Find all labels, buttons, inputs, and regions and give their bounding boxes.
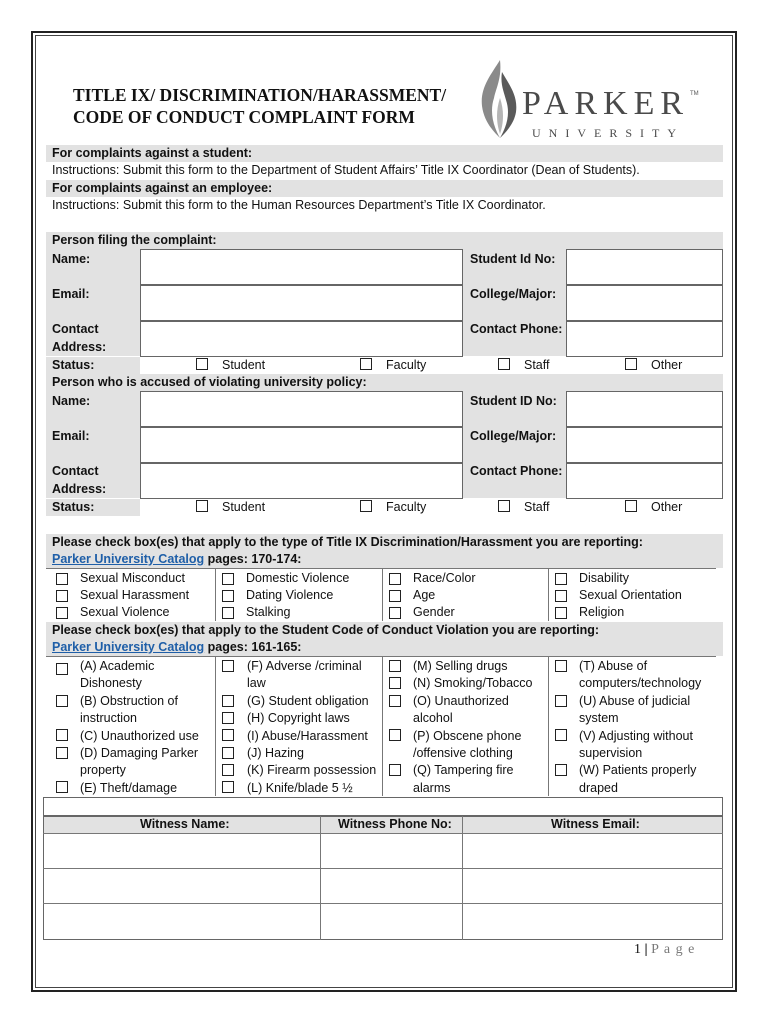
accused-student-id-input[interactable]: [566, 391, 723, 427]
filer-other-checkbox[interactable]: [625, 358, 637, 370]
filer-phone-label: Contact Phone:: [470, 322, 563, 336]
conduct-j-checkbox[interactable]: [222, 747, 234, 759]
conduct-e-checkbox[interactable]: [56, 781, 68, 793]
filer-status-label: Status:: [52, 358, 95, 372]
title-ix-checkbox-1-2[interactable]: [222, 607, 234, 619]
conduct-w-checkbox[interactable]: [555, 764, 567, 776]
accused-student-checkbox[interactable]: [196, 500, 208, 512]
witness-3-phone-cell[interactable]: [321, 904, 461, 939]
conduct-col-divider-2: [382, 656, 383, 796]
title-ix-catalog-link[interactable]: Parker University Catalog: [52, 552, 205, 566]
conduct-m-checkbox[interactable]: [389, 660, 401, 672]
conduct-n-checkbox[interactable]: [389, 677, 401, 689]
title-ix-checkbox-2-0[interactable]: [389, 573, 401, 585]
witness-phone-header: Witness Phone No:: [338, 817, 452, 831]
conduct-c-checkbox[interactable]: [56, 729, 68, 741]
conduct-h-checkbox[interactable]: [222, 712, 234, 724]
conduct-k-checkbox[interactable]: [222, 764, 234, 776]
form-title: TITLE IX/ DISCRIMINATION/HARASSMENT/ CODE OF CONDUCT COMPLAINT FORM: [73, 85, 447, 127]
accused-heading: Person who is accused of violating university policy:: [52, 375, 367, 389]
title-ix-checkbox-1-0[interactable]: [222, 573, 234, 585]
conduct-catalog-pages: pages: 161-165:: [204, 640, 302, 654]
conduct-i-checkbox[interactable]: [222, 729, 234, 741]
conduct-q-checkbox[interactable]: [389, 764, 401, 776]
conduct-o-checkbox[interactable]: [389, 695, 401, 707]
title-ix-option-label: Dating Violence: [246, 588, 334, 602]
conduct-col-divider-3: [548, 656, 549, 796]
filer-name-label: Name:: [52, 252, 91, 266]
title-ix-checkbox-1-1[interactable]: [222, 590, 234, 602]
filer-name-input[interactable]: [140, 249, 463, 285]
witness-name-header: Witness Name:: [140, 817, 230, 831]
filer-student-checkbox[interactable]: [196, 358, 208, 370]
filer-address-label: Address:: [52, 340, 107, 354]
conduct-col-2: (F) Adverse /criminal law (G) Student obligation (H) Copyright laws (I) Abuse/Harassment (J) Hazing (K) Firearm possession (L) Knife/blade 5 ½: [247, 659, 377, 795]
title-ix-option-label: Sexual Harassment: [80, 588, 190, 602]
blank-row: [43, 797, 723, 816]
filer-student-id-label: Student Id No:: [470, 252, 556, 266]
witness-email-header: Witness Email:: [551, 817, 640, 831]
accused-student-id-label: Student ID No:: [470, 394, 557, 408]
conduct-p-checkbox[interactable]: [389, 729, 401, 741]
conduct-b-checkbox[interactable]: [56, 695, 68, 707]
title-ix-checkbox-3-0[interactable]: [555, 573, 567, 585]
accused-college-label: College/Major:: [470, 429, 557, 443]
witness-1-email-cell[interactable]: [463, 834, 722, 867]
title-ix-option-label: Religion: [579, 605, 625, 619]
employee-heading: For complaints against an employee:: [52, 181, 273, 195]
witness-3-name-cell[interactable]: [44, 904, 319, 939]
conduct-col-divider-1: [215, 656, 216, 796]
title-ix-heading: Please check box(es) that apply to the type of Title IX Discrimination/Harassment you are reporting:: [52, 535, 643, 549]
filer-contact-label: Contact: [52, 322, 99, 336]
flame-icon: [478, 58, 522, 140]
conduct-t-checkbox[interactable]: [555, 660, 567, 672]
accused-name-label: Name:: [52, 394, 91, 408]
conduct-f-checkbox[interactable]: [222, 660, 234, 672]
accused-address-input[interactable]: [140, 463, 463, 499]
student-heading: For complaints against a student:: [52, 146, 253, 160]
title-ix-col-divider-1: [215, 568, 216, 621]
conduct-u-checkbox[interactable]: [555, 695, 567, 707]
conduct-col-3: (M) Selling drugs (N) Smoking/Tobacco (O) Unauthorized alcohol (P) Obscene phone /offensive clothing (Q) Tampering fire alarms: [413, 659, 533, 795]
conduct-a-checkbox[interactable]: [56, 663, 68, 675]
page-word: P a g e: [651, 942, 696, 957]
accused-faculty-checkbox[interactable]: [360, 500, 372, 512]
accused-contact-label: Contact: [52, 464, 99, 478]
accused-phone-label: Contact Phone:: [470, 464, 563, 478]
accused-staff-checkbox[interactable]: [498, 500, 510, 512]
title-ix-catalog-pages: pages: 170-174:: [204, 552, 302, 566]
filer-address-input[interactable]: [140, 321, 463, 357]
filer-email-label: Email:: [52, 287, 90, 301]
accused-status-label: Status:: [52, 500, 95, 514]
accused-faculty-option: Faculty: [386, 500, 427, 514]
witness-2-name-cell[interactable]: [44, 869, 319, 902]
conduct-top-rule: [46, 656, 716, 657]
page-footer: [634, 942, 695, 958]
accused-college-input[interactable]: [566, 427, 723, 463]
filer-college-input[interactable]: [566, 285, 723, 321]
title-ix-col-divider-2: [382, 568, 383, 621]
conduct-l-checkbox[interactable]: [222, 781, 234, 793]
parker-university-logo: PARKER TM UNIVERSITY: [478, 58, 708, 148]
witness-2-phone-cell[interactable]: [321, 869, 461, 902]
page-number: 1: [634, 942, 641, 957]
accused-address-label: Address:: [52, 482, 107, 496]
title-ix-option-label: Gender: [413, 605, 455, 619]
filer-other-option: Other: [651, 358, 683, 372]
title-ix-checkbox-3-1[interactable]: [555, 590, 567, 602]
accused-phone-input[interactable]: [566, 463, 723, 499]
title-ix-checkbox-2-1[interactable]: [389, 590, 401, 602]
witness-2-email-cell[interactable]: [463, 869, 722, 902]
title-ix-checkbox-0-1[interactable]: [56, 590, 68, 602]
accused-staff-option: Staff: [524, 500, 550, 514]
conduct-catalog-link[interactable]: Parker University Catalog: [52, 640, 205, 654]
conduct-col-4: (T) Abuse of computers/technology (U) Abuse of judicial system (V) Adjusting without supervision (W) Patients properly draped: [579, 659, 702, 795]
title-ix-option-label: Age: [413, 588, 436, 602]
title-ix-option-label: Race/Color: [413, 571, 476, 585]
filer-heading: Person filing the complaint:: [52, 233, 217, 247]
accused-name-input[interactable]: [140, 391, 463, 427]
title-ix-option-label: Sexual Misconduct: [80, 571, 185, 585]
title-ix-option-label: Disability: [579, 571, 630, 585]
title-ix-checkbox-3-2[interactable]: [555, 607, 567, 619]
title-ix-option-label: Stalking: [246, 605, 291, 619]
witness-3-email-cell[interactable]: [463, 904, 722, 939]
filer-phone-input[interactable]: [566, 321, 723, 357]
filer-staff-checkbox[interactable]: [498, 358, 510, 370]
accused-other-option: Other: [651, 500, 683, 514]
witness-1-phone-cell[interactable]: [321, 834, 461, 867]
title-ix-checkbox-0-0[interactable]: [56, 573, 68, 585]
conduct-d-checkbox[interactable]: [56, 747, 68, 759]
filer-staff-option: Staff: [524, 358, 550, 372]
title-ix-option-label: Sexual Orientation: [579, 588, 682, 602]
title-ix-checkbox-0-2[interactable]: [56, 607, 68, 619]
employee-instructions: Instructions: Submit this form to the Human Resources Department’s Title IX Coordinator.: [52, 198, 546, 212]
title-ix-top-rule: [46, 568, 716, 569]
filer-student-id-input[interactable]: [566, 249, 723, 285]
accused-email-input[interactable]: [140, 427, 463, 463]
title-ix-option-label: Domestic Violence: [246, 571, 350, 585]
witness-1-name-cell[interactable]: [44, 834, 319, 867]
filer-college-label: College/Major:: [470, 287, 557, 301]
conduct-v-checkbox[interactable]: [555, 729, 567, 741]
title-ix-catalog-line: [52, 552, 301, 566]
conduct-col-1: (A) Academic Dishonesty (B) Obstruction of instruction (C) Unauthorized use (D) Damaging Parker property (E) Theft/damage: [80, 659, 199, 795]
accused-student-option: Student: [222, 500, 266, 514]
accused-other-checkbox[interactable]: [625, 500, 637, 512]
title-ix-checkbox-2-2[interactable]: [389, 607, 401, 619]
filer-email-input[interactable]: [140, 285, 463, 321]
page-separator: |: [641, 942, 652, 957]
title-ix-col-divider-3: [548, 568, 549, 621]
conduct-heading: Please check box(es) that apply to the Student Code of Conduct Violation you are reporting:: [52, 623, 600, 637]
conduct-catalog-line: [52, 640, 301, 654]
accused-email-label: Email:: [52, 429, 90, 443]
student-instructions: Instructions: Submit this form to the Department of Student Affairs’ Title IX Coordinator (Dean of Students).: [52, 163, 640, 177]
title-ix-option-label: Sexual Violence: [80, 605, 170, 619]
filer-student-option: Student: [222, 358, 266, 372]
conduct-g-checkbox[interactable]: [222, 695, 234, 707]
filer-faculty-checkbox[interactable]: [360, 358, 372, 370]
filer-faculty-option: Faculty: [386, 358, 427, 372]
